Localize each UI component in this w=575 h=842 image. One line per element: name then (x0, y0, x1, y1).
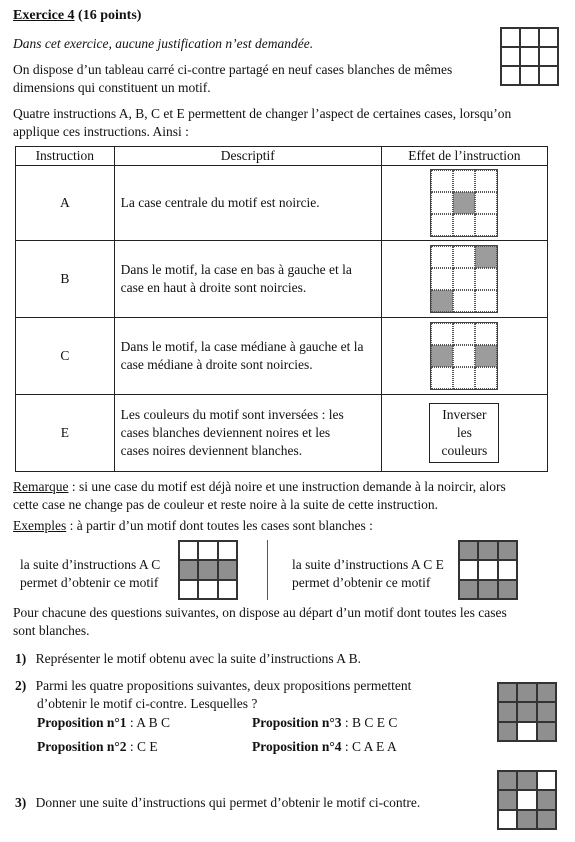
motif-cell (475, 367, 497, 389)
motif-cell (498, 790, 517, 809)
proposition-4-label: Proposition n°4 (252, 739, 342, 754)
motif-cell (537, 810, 556, 829)
remark-label: Remarque (13, 479, 69, 494)
example-1-line-2: permet d’obtenir ce motif (20, 575, 159, 590)
motif-cell (498, 702, 517, 721)
motif-cell (539, 66, 558, 85)
examples-line (13, 517, 373, 535)
motif-cell (431, 170, 453, 192)
motif-cell (431, 192, 453, 214)
motif-cell (537, 683, 556, 702)
questions-intro (13, 604, 558, 640)
motif-cell (498, 722, 517, 741)
desc-line: cases blanches deviennent noires et les (120, 425, 331, 440)
motif-cell (517, 702, 536, 721)
invert-line: les (456, 425, 472, 440)
proposition-1 (37, 715, 170, 731)
row-code: A (16, 166, 115, 241)
row-code: B (16, 241, 115, 318)
row-description (114, 166, 381, 241)
question-1-number: 1) (15, 651, 27, 666)
proposition-2 (37, 739, 158, 755)
proposition-2-label: Proposition n°2 (37, 739, 127, 754)
instructions-line-1: Quatre instructions A, B, C et E permettent de changer l’aspect de certaines cases, lorsqu’on (13, 106, 512, 121)
example-2-line-1: la suite d’instructions A C E (292, 557, 444, 572)
desc-line: Dans le motif, la case médiane à gauche et la (120, 339, 364, 354)
motif-cell (431, 214, 453, 236)
header-descriptif: Descriptif (114, 147, 381, 166)
row-description (114, 241, 381, 318)
motif-cell (475, 345, 497, 367)
proposition-3 (252, 715, 397, 731)
question-3 (15, 794, 420, 812)
motif-cell (431, 367, 453, 389)
motif-cell (498, 560, 517, 579)
motif-cell (517, 683, 536, 702)
motif-cell (218, 541, 237, 560)
motif-cell (179, 541, 198, 560)
table-row (16, 395, 548, 472)
motif-cell (501, 47, 520, 66)
instructions-paragraph (13, 105, 558, 141)
exercise-points: (16 points) (78, 8, 142, 23)
desc-line: Dans le motif, la case en bas à gauche et la (120, 262, 352, 277)
table-row (16, 166, 548, 241)
motif-cell (517, 722, 536, 741)
motif-cell (475, 214, 497, 236)
proposition-3-label: Proposition n°3 (252, 715, 342, 730)
intro-line-1: On dispose d’un tableau carré ci-contre partagé en neuf cases blanches de mêmes (13, 62, 453, 77)
row-code: C (16, 318, 115, 395)
motif-cell (431, 323, 453, 345)
motif-cell (459, 580, 478, 599)
proposition-4 (252, 739, 397, 755)
motif-cell (475, 246, 497, 268)
motif-cell (498, 683, 517, 702)
motif-cell (537, 790, 556, 809)
motif-cell (198, 580, 217, 599)
row-effect (381, 166, 547, 241)
motif-cell (218, 560, 237, 579)
instructions-table (15, 146, 548, 472)
effect-grid-c (430, 322, 498, 390)
motif-cell (459, 560, 478, 579)
motif-cell (501, 66, 520, 85)
motif-cell (517, 790, 536, 809)
invert-line: couleurs (441, 443, 488, 458)
question-3-text: Donner une suite d’instructions qui permet d’obtenir le motif ci-contre. (35, 795, 421, 810)
header-instruction: Instruction (16, 147, 115, 166)
motif-cell (478, 560, 497, 579)
intro-line-2: dimensions qui constituent un motif. (13, 80, 211, 95)
motif-cell (498, 810, 517, 829)
motif-cell (539, 28, 558, 47)
proposition-4-value: : C A E A (341, 739, 397, 754)
motif-cell (453, 192, 475, 214)
motif-cell (537, 722, 556, 741)
motif-cell (218, 580, 237, 599)
motif-cell (537, 771, 556, 790)
remark-text-1: : si une case du motif est déjà noire et une instruction demande à la noircir, alors (68, 479, 506, 494)
blank-motif-grid (500, 27, 559, 86)
motif-cell (179, 580, 198, 599)
invert-colors-box (429, 403, 499, 463)
instruction-note: Dans cet exercice, aucune justification n’est demandée. (13, 36, 314, 51)
question-1-text: Représenter le motif obtenu avec la suite d’instructions A B. (35, 651, 362, 666)
examples-text: : à partir d’un motif dont toutes les cases sont blanches : (66, 518, 373, 533)
motif-cell (520, 66, 539, 85)
question-2 (15, 677, 485, 713)
row-effect (381, 241, 547, 318)
example-2-text (292, 556, 444, 592)
desc-line: case médiane à droite sont noircies. (120, 357, 313, 372)
row-description (114, 318, 381, 395)
motif-cell (453, 290, 475, 312)
row-code: E (16, 395, 115, 472)
example-2-grid (458, 540, 518, 600)
questions-intro-2: sont blanches. (13, 623, 90, 638)
question-2-grid (497, 682, 557, 742)
table-header-row (16, 147, 548, 166)
question-2-text-1: Parmi les quatre propositions suivantes, deux propositions permettent (35, 678, 412, 693)
motif-cell (198, 560, 217, 579)
motif-cell (459, 541, 478, 560)
row-effect (381, 395, 547, 472)
motif-cell (475, 268, 497, 290)
proposition-2-value: : C E (126, 739, 158, 754)
motif-cell (498, 771, 517, 790)
motif-cell (431, 268, 453, 290)
motif-cell (501, 28, 520, 47)
motif-cell (478, 580, 497, 599)
question-3-number: 3) (15, 795, 27, 810)
motif-cell (517, 771, 536, 790)
example-1-grid (178, 540, 238, 600)
motif-cell (520, 28, 539, 47)
exercise-label: Exercice 4 (13, 8, 75, 23)
motif-cell (453, 214, 475, 236)
proposition-3-value: : B C E C (341, 715, 398, 730)
instructions-line-2: applique ces instructions. Ainsi : (13, 124, 189, 139)
remark-text-2: cette case ne change pas de couleur et reste noire à la suite de cette instruction. (13, 497, 439, 512)
motif-cell (453, 268, 475, 290)
desc-line: La case centrale du motif est noircie. (120, 195, 320, 210)
motif-cell (498, 580, 517, 599)
question-2-text-2: d’obtenir le motif ci-contre. Lesquelles ? (37, 696, 258, 711)
motif-cell (475, 290, 497, 312)
example-1-line-1: la suite d’instructions A C (20, 557, 161, 572)
motif-cell (453, 323, 475, 345)
desc-line: case en haut à droite sont noircies. (120, 280, 307, 295)
motif-cell (475, 192, 497, 214)
motif-cell (520, 47, 539, 66)
motif-cell (431, 246, 453, 268)
exercise-title (13, 8, 141, 24)
remark-paragraph (13, 478, 558, 514)
effect-grid-b (430, 245, 498, 313)
motif-cell (498, 541, 517, 560)
effect-grid-a (430, 169, 498, 237)
motif-cell (539, 47, 558, 66)
motif-cell (517, 810, 536, 829)
table-row (16, 318, 548, 395)
intro-paragraph (13, 61, 483, 97)
examples-label: Exemples (13, 518, 67, 533)
desc-line: cases noires deviennent blanches. (120, 443, 303, 458)
motif-cell (453, 246, 475, 268)
proposition-1-value: : A B C (126, 715, 171, 730)
motif-cell (431, 345, 453, 367)
desc-line: Les couleurs du motif sont inversées : les (120, 407, 344, 422)
header-effet: Effet de l’instruction (381, 147, 547, 166)
question-1 (15, 650, 361, 668)
motif-cell (431, 290, 453, 312)
questions-intro-1: Pour chacune des questions suivantes, on dispose au départ d’un motif dont toutes les cases (13, 605, 507, 620)
row-description (114, 395, 381, 472)
motif-cell (453, 345, 475, 367)
motif-cell (179, 560, 198, 579)
row-effect (381, 318, 547, 395)
examples-divider (267, 540, 268, 600)
motif-cell (478, 541, 497, 560)
motif-cell (453, 367, 475, 389)
motif-cell (537, 702, 556, 721)
invert-line: Inverser (442, 407, 487, 422)
motif-cell (475, 170, 497, 192)
example-2-line-2: permet d’obtenir ce motif (292, 575, 431, 590)
proposition-1-label: Proposition n°1 (37, 715, 127, 730)
motif-cell (198, 541, 217, 560)
example-1-text (20, 556, 160, 592)
motif-cell (475, 323, 497, 345)
motif-cell (453, 170, 475, 192)
question-3-grid (497, 770, 557, 830)
table-row (16, 241, 548, 318)
question-2-number: 2) (15, 678, 27, 693)
